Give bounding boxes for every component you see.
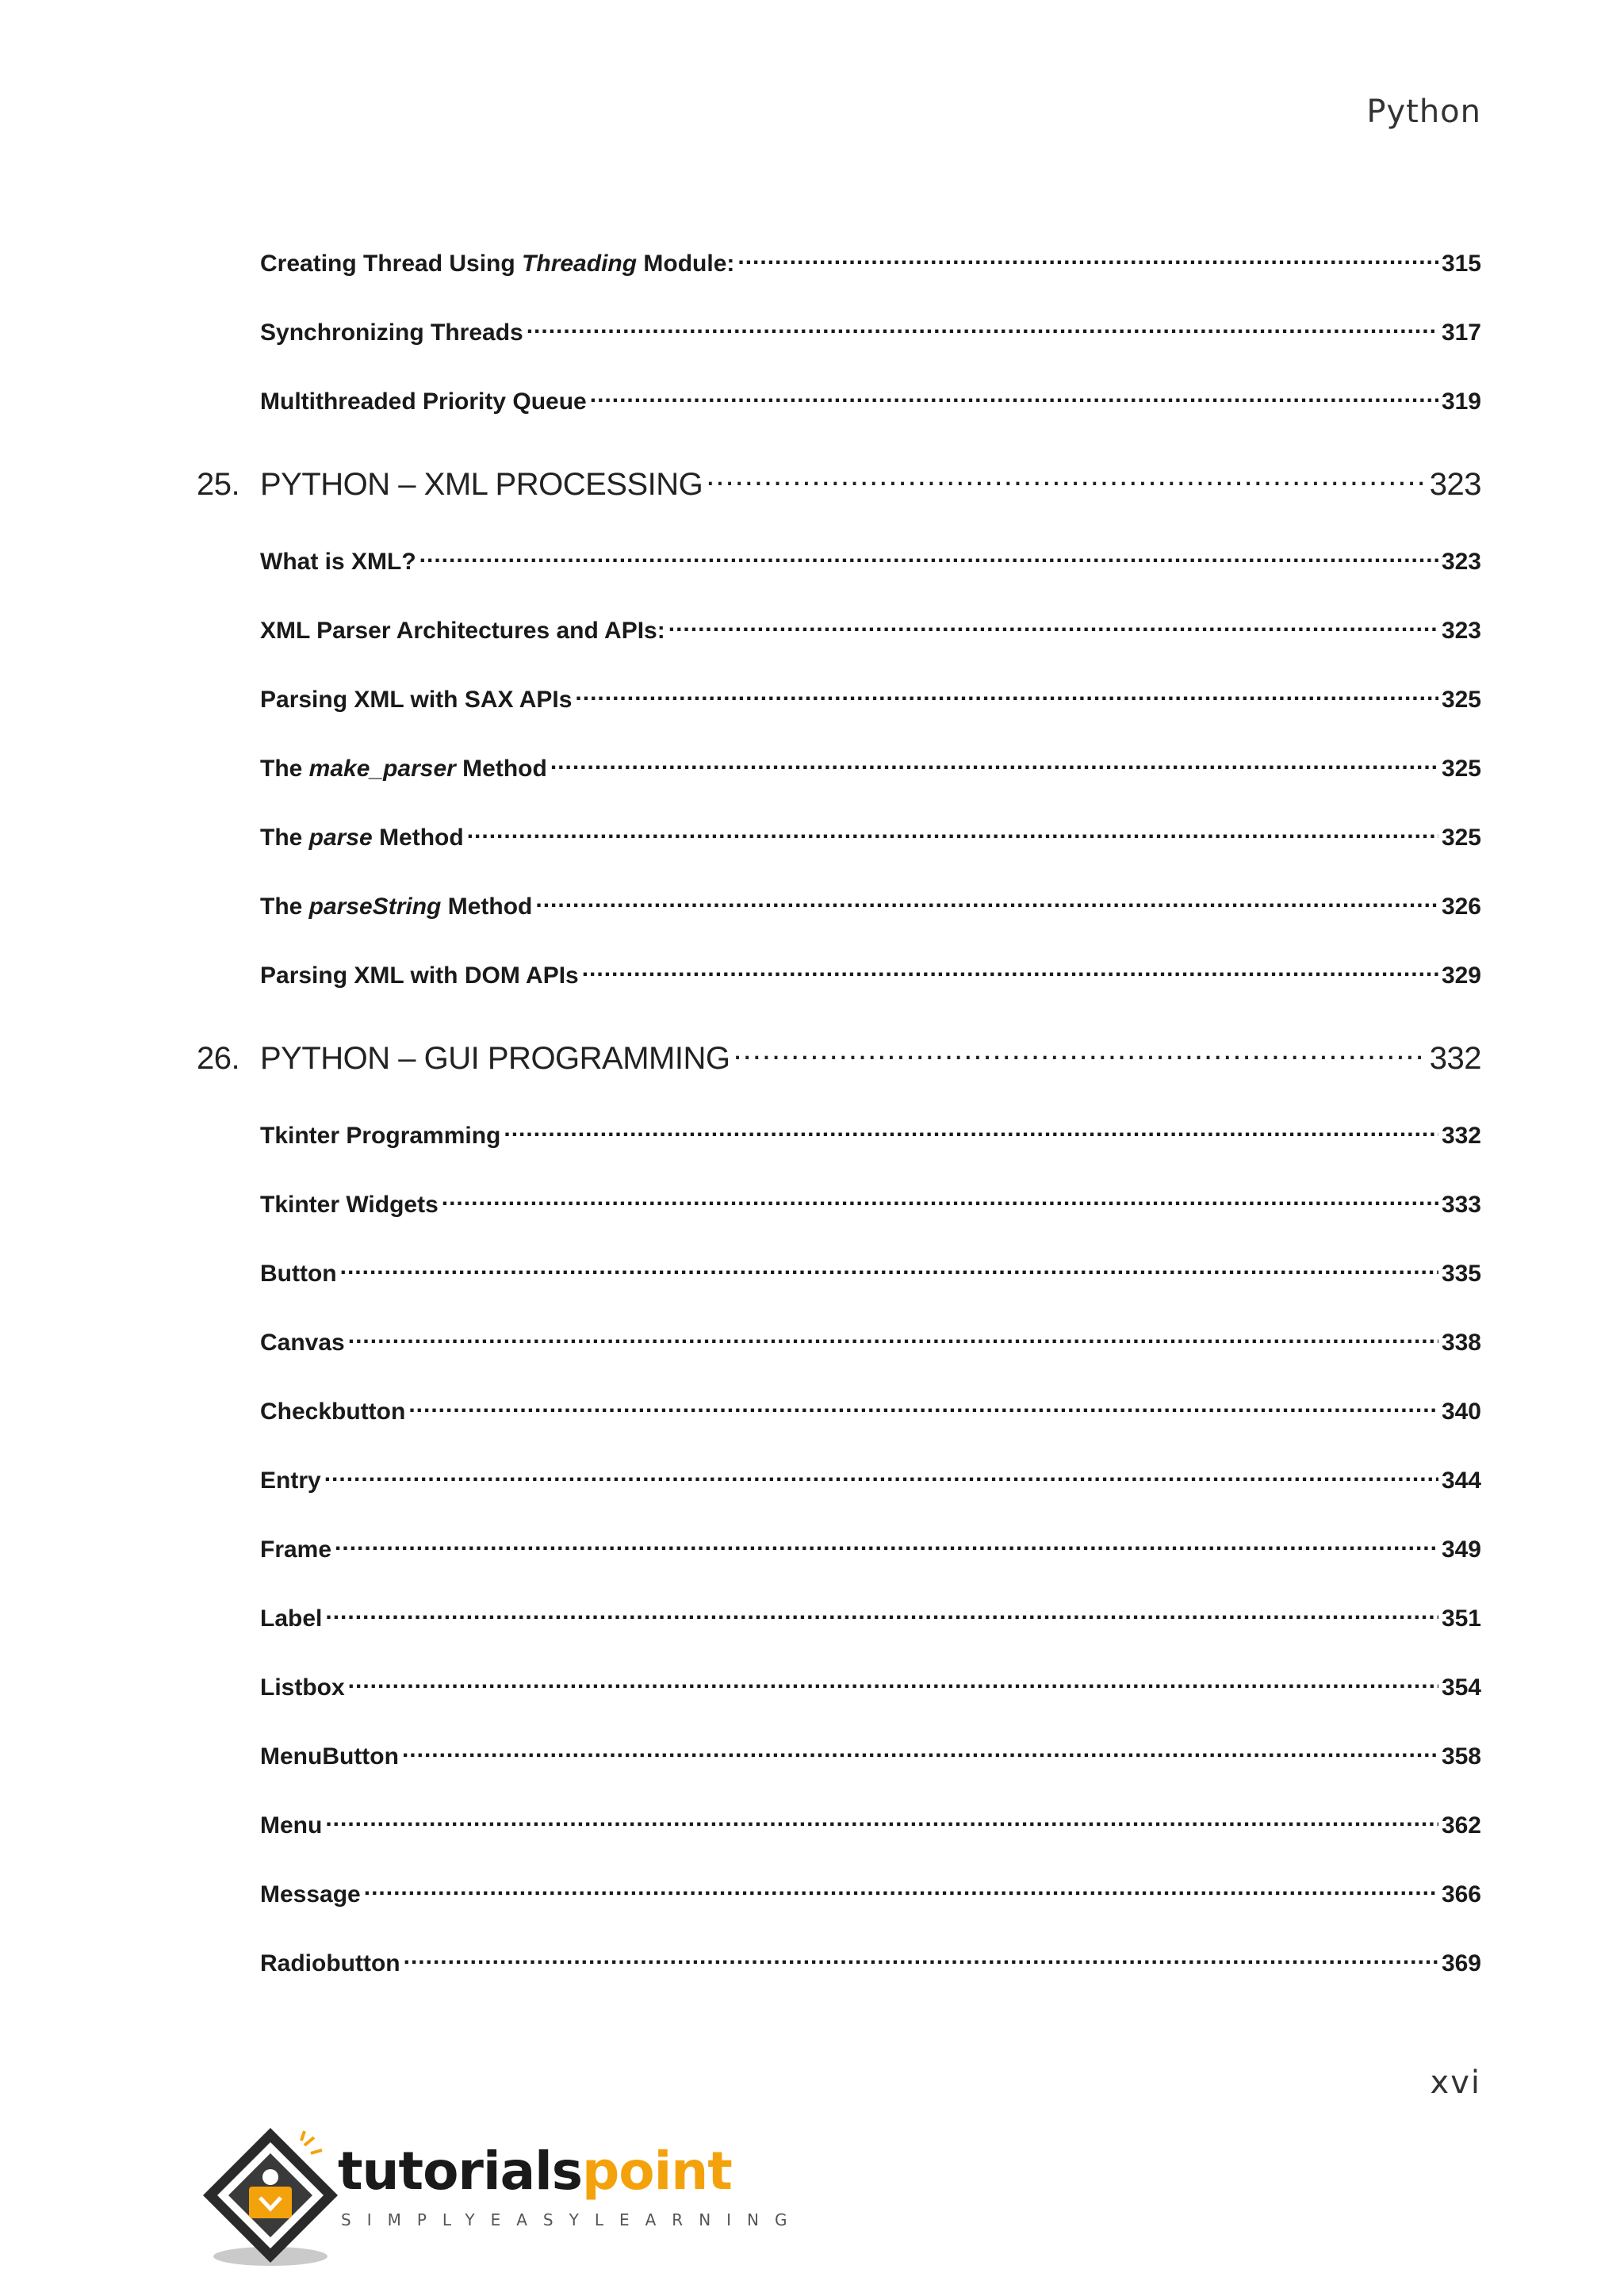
toc-entry-row[interactable] xyxy=(260,1257,1481,1288)
entry-title xyxy=(260,1468,321,1494)
entry-title xyxy=(260,1261,337,1288)
page-ref: 319 xyxy=(1441,388,1481,415)
page-ref: 332 xyxy=(1441,1123,1481,1149)
logo-wordmark xyxy=(338,2141,732,2202)
entry-title xyxy=(260,1743,399,1770)
tutorialspoint-logo xyxy=(195,2122,803,2272)
chapter-title xyxy=(260,467,703,503)
entry-title-text: The xyxy=(260,756,309,782)
entry-title-text: Method xyxy=(441,894,533,920)
entry-title-text: MenuButton xyxy=(260,1743,399,1770)
page-ref: 317 xyxy=(1441,320,1481,346)
entry-title-text: PYTHON – GUI PROGRAMMING xyxy=(260,1041,730,1076)
entry-title-italic: parse xyxy=(308,825,373,851)
toc-entry-row[interactable] xyxy=(260,959,1481,989)
dot-leader xyxy=(504,1119,1438,1143)
entry-title xyxy=(260,1536,331,1563)
page-ref: 338 xyxy=(1441,1330,1481,1356)
logo-wordmark-dark: tutorials xyxy=(338,2141,583,2202)
entry-title-italic: parseString xyxy=(308,894,442,920)
toc-entry-row[interactable] xyxy=(260,1878,1481,1908)
logo-diamond-icon xyxy=(195,2122,346,2272)
page-ref: 366 xyxy=(1441,1881,1481,1908)
toc-entry-row[interactable] xyxy=(260,683,1481,714)
running-header: Python xyxy=(1366,94,1481,130)
dot-leader xyxy=(527,316,1438,340)
toc-entry-row[interactable] xyxy=(260,1947,1481,1977)
entry-title xyxy=(260,1330,345,1357)
toc-entry-row[interactable] xyxy=(260,1533,1481,1563)
toc-entry-row[interactable] xyxy=(260,1395,1481,1425)
toc-entry-row[interactable] xyxy=(260,1671,1481,1701)
toc-entry-row[interactable] xyxy=(260,1326,1481,1357)
toc-entry-row[interactable] xyxy=(260,385,1481,415)
entry-title-text: Canvas xyxy=(260,1330,345,1356)
entry-title-text: Parsing XML with DOM APIs xyxy=(260,962,579,989)
toc-chapter-row[interactable] xyxy=(197,463,1481,503)
dot-leader xyxy=(575,683,1438,707)
toc-entry-row[interactable] xyxy=(260,1602,1481,1632)
dot-leader xyxy=(348,1671,1438,1695)
entry-title-text: Menu xyxy=(260,1812,323,1839)
dot-leader xyxy=(402,1740,1438,1764)
dot-leader xyxy=(324,1464,1438,1488)
page-ref: 325 xyxy=(1441,825,1481,851)
page-ref: 333 xyxy=(1441,1192,1481,1218)
page-ref: 358 xyxy=(1441,1743,1481,1770)
toc-entry-row[interactable] xyxy=(260,1119,1481,1150)
dot-leader xyxy=(467,821,1438,845)
entry-title xyxy=(260,1399,405,1425)
entry-title-text: Radiobutton xyxy=(260,1950,400,1976)
entry-title xyxy=(260,825,464,851)
entry-title-italic: make_parser xyxy=(308,756,456,782)
entry-title-text: Label xyxy=(260,1605,323,1632)
entry-title-text: Checkbutton xyxy=(260,1399,406,1425)
dot-leader xyxy=(442,1188,1438,1212)
entry-title xyxy=(260,1605,322,1632)
entry-title-text: Creating Thread Using xyxy=(260,251,523,277)
page-ref: 325 xyxy=(1441,687,1481,713)
page-ref: 369 xyxy=(1441,1950,1481,1976)
entry-title-text: XML Parser Architectures and APIs: xyxy=(260,618,665,644)
page-ref: 315 xyxy=(1441,251,1481,277)
chapter-number: 25. xyxy=(197,467,240,502)
entry-title xyxy=(260,962,579,989)
dot-leader xyxy=(364,1878,1438,1902)
entry-title-text: Parsing XML with SAX APIs xyxy=(260,687,573,713)
dot-leader xyxy=(550,752,1438,776)
page-number: xvi xyxy=(1430,2064,1481,2101)
page-ref: 354 xyxy=(1441,1674,1481,1701)
page-ref: 340 xyxy=(1441,1399,1481,1425)
entry-title-text: Frame xyxy=(260,1536,332,1563)
toc-entry-row[interactable] xyxy=(260,545,1481,576)
entry-title xyxy=(260,320,523,346)
dot-leader xyxy=(419,545,1438,569)
entry-title-text: The xyxy=(260,825,309,851)
page-ref: 323 xyxy=(1441,618,1481,644)
entry-title-text: Method xyxy=(455,756,547,782)
dot-leader xyxy=(404,1947,1438,1971)
page-ref: 323 xyxy=(1441,549,1481,575)
dot-leader xyxy=(706,463,1427,495)
entry-title xyxy=(260,618,665,645)
page-ref: 332 xyxy=(1429,1041,1481,1076)
page-ref: 335 xyxy=(1441,1261,1481,1287)
entry-title-text: Multithreaded Priority Queue xyxy=(260,388,587,415)
dot-leader xyxy=(325,1809,1438,1833)
toc-entry-row[interactable] xyxy=(260,1464,1481,1494)
dot-leader xyxy=(340,1257,1438,1281)
page-ref: 351 xyxy=(1441,1605,1481,1632)
entry-title-text: PYTHON – XML PROCESSING xyxy=(260,467,703,502)
entry-title-italic: Threading xyxy=(522,251,638,277)
entry-title xyxy=(260,1950,400,1977)
entry-title-text: Message xyxy=(260,1881,361,1908)
entry-title-text: Tkinter Widgets xyxy=(260,1192,439,1218)
toc-entry-row[interactable] xyxy=(260,890,1481,920)
page-ref: 329 xyxy=(1441,962,1481,989)
entry-title xyxy=(260,388,587,415)
toc-chapter-row[interactable] xyxy=(197,1037,1481,1077)
chapter-title xyxy=(260,1041,730,1077)
dot-leader xyxy=(582,959,1438,983)
entry-title-text: What is XML? xyxy=(260,549,416,575)
toc-entry-row[interactable] xyxy=(260,752,1481,783)
toc-entry-row[interactable] xyxy=(260,316,1481,346)
logo-tagline: SIMPLYEASYLEARNING xyxy=(341,2210,803,2229)
entry-title xyxy=(260,1812,322,1839)
page-ref: 344 xyxy=(1441,1468,1481,1494)
dot-leader xyxy=(668,614,1438,638)
page-ref: 349 xyxy=(1441,1536,1481,1563)
dot-leader xyxy=(335,1533,1438,1557)
entry-title xyxy=(260,1192,439,1219)
entry-title xyxy=(260,687,572,714)
dot-leader xyxy=(535,890,1438,914)
entry-title xyxy=(260,894,532,920)
entry-title xyxy=(260,549,416,576)
entry-title xyxy=(260,1123,500,1150)
page-ref: 323 xyxy=(1429,467,1481,502)
entry-title-text: Listbox xyxy=(260,1674,345,1701)
toc-entry-row[interactable] xyxy=(260,1188,1481,1219)
entry-title-text: Synchronizing Threads xyxy=(260,320,523,346)
toc-entry-row[interactable] xyxy=(260,821,1481,851)
dot-leader xyxy=(348,1326,1438,1350)
chapter-number: 26. xyxy=(197,1041,240,1076)
dot-leader xyxy=(408,1395,1438,1419)
dot-leader xyxy=(325,1602,1438,1626)
entry-title xyxy=(260,756,547,783)
page-ref: 325 xyxy=(1441,756,1481,782)
dot-leader xyxy=(733,1037,1427,1069)
entry-title-text: Entry xyxy=(260,1468,321,1494)
entry-title-text: Method xyxy=(372,825,464,851)
entry-title-text: The xyxy=(260,894,309,920)
toc-entry-row[interactable] xyxy=(260,1809,1481,1839)
dot-leader xyxy=(590,385,1438,409)
entry-title xyxy=(260,251,734,277)
page-ref: 362 xyxy=(1441,1812,1481,1839)
entry-title xyxy=(260,1674,345,1701)
entry-title-text: Button xyxy=(260,1261,337,1287)
toc-entry-row[interactable] xyxy=(260,247,1481,277)
toc-entry-row[interactable] xyxy=(260,614,1481,645)
entry-title-text: Module: xyxy=(637,251,735,277)
toc-entry-row[interactable] xyxy=(260,1740,1481,1770)
dot-leader xyxy=(737,247,1438,271)
logo-wordmark-accent: point xyxy=(582,2141,732,2202)
page-ref: 326 xyxy=(1441,894,1481,920)
entry-title xyxy=(260,1881,361,1908)
entry-title-text: Tkinter Programming xyxy=(260,1123,501,1149)
